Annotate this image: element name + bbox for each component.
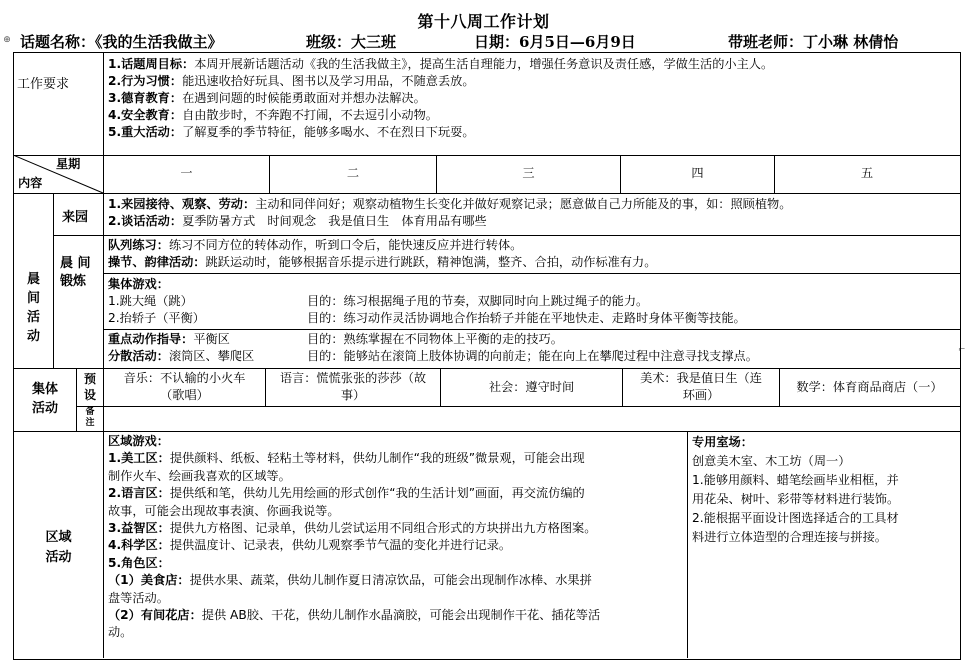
area-line: 5.角色区： <box>108 555 170 570</box>
preset-music: 音乐：不认输的小火车 （歌唱） <box>123 371 246 402</box>
arrival-label: 来园 <box>62 210 89 225</box>
arrival-content <box>108 196 958 230</box>
area-line: 4.科学区：提供温度计、记录表，供幼儿观察季节气温的变化并进行记录。 <box>108 538 512 553</box>
topic-name <box>20 31 223 52</box>
exercise-content <box>108 237 958 271</box>
topic-label: 话题名称： <box>20 33 96 51</box>
column-divider <box>53 193 54 368</box>
row-divider <box>13 431 960 432</box>
area-line: 1.美工区：提供颜料、纸板、轻粘土等材料，供幼儿制作“我的班级”微景观，可能会出现 <box>108 451 585 466</box>
group-games <box>108 276 958 327</box>
requirement-item: 1.话题周目标：本周开展新话题活动《我的生活我做主》，提高生活自理能力，增强任务意识及责任感，学做生活的小主人。 <box>108 57 774 71</box>
weekday-friday: 五 <box>860 166 874 180</box>
date-label: 日期： <box>474 33 520 51</box>
date-value: 6月5日—6月9日 <box>519 33 636 51</box>
weekday-wednesday: 三 <box>522 166 535 180</box>
topic-value: 《我的生活我做主》 <box>95 33 223 51</box>
area-line: 3.益智区：提供九方格图、记录单，供幼儿尝试运用不同组合形式的方块拼出九方格图案。 <box>108 521 597 536</box>
area-line: 故事，可能会出现故事表演、你画我说等。 <box>108 503 340 518</box>
column-divider <box>103 52 104 658</box>
morning-exercise-label: 晨 间 锻炼 <box>60 256 91 289</box>
content-corner-label: 内容 <box>18 176 43 190</box>
weekday-monday: 一 <box>180 166 193 180</box>
class-label: 班级： <box>306 33 352 51</box>
weekday-corner-label: 星期 <box>56 157 81 171</box>
requirement-item: 2.行为习惯：能迅速收拾好玩具、图书以及学习用品，不随意丢放。 <box>108 74 475 88</box>
group-games-head: 集体游戏： <box>108 277 169 291</box>
preset-math: 数学：体育商品商店（一） <box>796 380 943 394</box>
weekday-thursday: 四 <box>691 166 704 180</box>
class-name <box>306 31 396 52</box>
requirements-list <box>108 56 958 141</box>
special-room-line: 1.能够用颜料、蜡笔绘画毕业相框，并 <box>692 473 899 487</box>
page-edge-marker-icon: ⌐ <box>958 345 966 355</box>
area-games-head: 区域游戏： <box>108 434 169 448</box>
arrival-line: 1.来园接待、观察、劳动：主动和同伴问好；观察动植物生长变化并做好观察记录；愿意做自己力所能及的事，如：照顾植物。 <box>108 197 792 211</box>
column-divider <box>687 431 688 658</box>
special-room-line: 用花朵、树叶、彩带等材料进行装饰。 <box>692 492 900 506</box>
preset-social: 社会：遵守时间 <box>488 380 575 394</box>
morning-activity-label: 晨 间 活 动 <box>26 272 40 344</box>
arrival-line: 2.谈话活动：夏季防暑方式 时间观念 我是值日生 体育用品有哪些 <box>108 214 487 228</box>
special-room-head: 专用室场： <box>692 435 753 449</box>
exercise-line: 操节、韵律活动：跳跃运动时，能够根据音乐提示进行跳跃，精神饱满，整齐、合拍，动作标准有力。 <box>108 255 657 269</box>
group-game-row: 2.抬轿子（平衡） 目的：练习动作灵活协调地合作抬轿子并能在平地快走、走路时身体平衡等技能。 <box>108 311 746 325</box>
requirement-item: 4.安全教育：自由散步时，不奔跑不打闹，不去逗引小动物。 <box>108 108 438 122</box>
teacher-value: 丁小琳 林倩怡 <box>803 33 899 51</box>
area-line: （2）有间花店：提供 AB胶、干花，供幼儿制作水晶滴胶，可能会出现制作干花、插花等活 <box>108 608 601 623</box>
teacher-label: 带班老师： <box>728 33 804 51</box>
row-divider <box>103 329 960 330</box>
requirement-item: 5.重大活动：了解夏季的季节特征，能够多喝水、不在烈日下玩耍。 <box>108 125 475 139</box>
weekday-tuesday: 二 <box>346 166 360 180</box>
preset-language: 语言：慌慌张张的莎莎（故 事） <box>279 371 427 402</box>
notes-label: 备 注 <box>85 407 95 428</box>
preset-art: 美术：我是值日生（连 环画） <box>640 371 762 402</box>
special-room-line: 创意美木室、木工坊（周一） <box>692 454 851 468</box>
row-divider <box>13 155 960 156</box>
row-divider <box>103 273 960 274</box>
class-value: 大三班 <box>351 33 397 51</box>
focus-row: 重点动作指导：平衡区 目的：熟练掌握在不同物体上平衡的走的技巧。 <box>108 332 563 346</box>
special-room-line: 料进行立体造型的合理连接与拼接。 <box>692 530 887 544</box>
row-divider <box>13 193 960 194</box>
special-room-line: 2.能根据平面设计图选择适合的工具材 <box>692 511 899 525</box>
preset-label: 预 设 <box>83 372 96 402</box>
requirement-item: 3.德育教育：在遇到问题的时候能勇敢面对并想办法解决。 <box>108 91 426 105</box>
row-divider <box>53 235 960 236</box>
table-move-handle-icon[interactable]: ⊕ <box>3 35 11 45</box>
area-line: 制作火车、绘画我喜欢的区域等。 <box>108 468 291 483</box>
area-line: 盘等活动。 <box>108 590 169 605</box>
area-line: 动。 <box>108 625 133 640</box>
special-room <box>692 433 958 547</box>
requirements-label: 工作要求 <box>17 77 70 92</box>
row-divider <box>76 406 960 407</box>
area-line: （1）美食店：提供水果、蔬菜，供幼儿制作夏日清凉饮品，可能会出现制作冰棒、水果拼 <box>108 573 592 588</box>
area-line: 2.语言区：提供纸和笔，供幼儿先用绘画的形式创作“我的生活计划”画面，再交流仿编的 <box>108 486 585 501</box>
date-range <box>474 31 636 52</box>
teachers <box>728 31 898 52</box>
row-divider <box>13 368 960 369</box>
exercise-line: 队列练习：练习不同方位的转体动作，听到口令后，能快速反应并进行转体。 <box>108 238 523 252</box>
group-game-row: 1.跳大绳（跳） 目的：练习根据绳子甩的节奏，双脚同时向上跳过绳子的能力。 <box>108 294 649 308</box>
document-title: 第十八周工作计划 <box>417 12 550 31</box>
area-activity-label: 区域 活动 <box>45 530 72 565</box>
focus-row: 分散活动：滚筒区、攀爬区 目的：能够站在滚筒上肢体协调的向前走；能在向上在攀爬过程中注意寻找支撑点。 <box>108 349 758 363</box>
focus-guidance <box>108 331 958 365</box>
area-games <box>108 433 686 642</box>
group-activity-label: 集体 活动 <box>31 382 58 416</box>
